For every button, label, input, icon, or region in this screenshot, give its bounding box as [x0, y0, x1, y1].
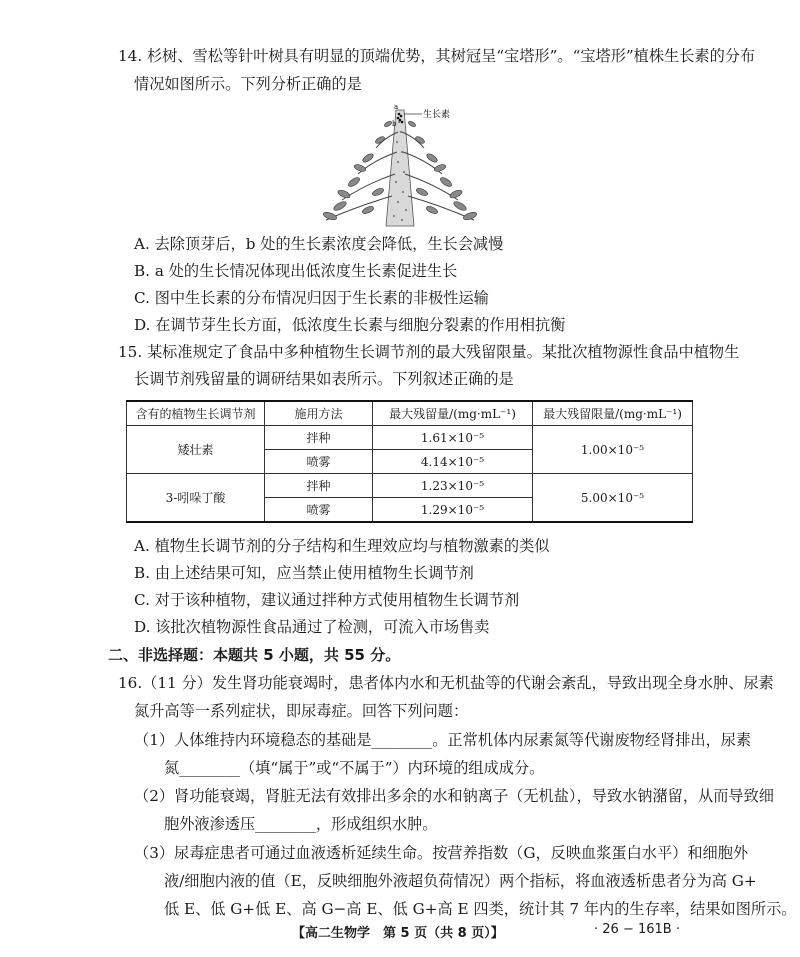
- table-header-method: 施用方法: [265, 401, 373, 426]
- label-b: b: [392, 120, 397, 128]
- q16-part2-line1: （2）肾功能衰竭，肾脏无法有效排出多余的水和钠离子（无机盐），导致水钠潴留，从而导致细: [134, 787, 774, 805]
- q16-stem-line1: 16.（11 分）发生肾功能衰竭时，患者体内水和无机盐等的代谢会紊乱，导致出现全身水肿、尿素: [118, 674, 774, 692]
- pagoda-tree-figure: [318, 102, 482, 230]
- table-cell-method: 拌种: [265, 426, 373, 450]
- table-cell-limit: 5.00×10⁻⁵: [533, 474, 693, 523]
- label-a: a: [394, 103, 399, 111]
- q16-part3-line1: （3）尿毒症患者可通过血液透析延续生命。按营养指数（G，反映血浆蛋白水平）和细胞外: [134, 844, 749, 862]
- q16-part2-line2: 胞外液渗透压________，形成组织水肿。: [164, 815, 438, 833]
- residue-table: [126, 400, 693, 523]
- q14-option-a: A. 去除顶芽后，b 处的生长素浓度会降低，生长会减慢: [134, 235, 504, 253]
- table-cell-method: 喷雾: [265, 450, 373, 474]
- table-cell-residue: 1.61×10⁻⁵: [373, 426, 533, 450]
- label-auxin: 生长素: [423, 110, 451, 120]
- page-footer: 【高二生物学 第 5 页（共 8 页）】: [292, 926, 504, 941]
- table-cell-residue: 1.23×10⁻⁵: [373, 474, 533, 498]
- table-cell-method: 喷雾: [265, 498, 373, 523]
- tree-trunk: [386, 110, 414, 226]
- exam-code: · 26 − 161B ·: [594, 922, 680, 937]
- q14-option-c: C. 图中生长素的分布情况归因于生长素的非极性运输: [134, 289, 489, 307]
- table-cell-residue: 4.14×10⁻⁵: [373, 450, 533, 474]
- table-cell-regulator: 3-吲哚丁酸: [127, 474, 265, 523]
- table-cell-regulator: 矮壮素: [127, 426, 265, 474]
- table-cell-limit: 1.00×10⁻⁵: [533, 426, 693, 474]
- q14-option-b: B. a 处的生长情况体现出低浓度生长素促进生长: [134, 262, 458, 280]
- q16-part1-line2: 氮________（填“属于”或“不属于”）内环境的组成成分。: [164, 759, 545, 777]
- q15-stem-line2: 长调节剂残留量的调研结果如表所示。下列叙述正确的是: [134, 370, 514, 388]
- table-header-regulator: 含有的植物生长调节剂: [127, 401, 265, 426]
- q16-part3-line2: 液/细胞内液的值（E，反映细胞外液超负荷情况）两个指标，将血液透析患者分为高 G+: [164, 872, 757, 890]
- q16-part3-line3: 低 E、低 G+低 E、高 G−高 E、低 G+高 E 四类，统计其 7 年内的生存率，结果如图所示。: [164, 900, 797, 918]
- q15-stem-line1: 15. 某标准规定了食品中多种植物生长调节剂的最大残留限量。某批次植物源性食品中植物生: [118, 343, 740, 361]
- table-cell-residue: 1.29×10⁻⁵: [373, 498, 533, 523]
- table-header-max-residue: 最大残留量/(mg·mL⁻¹): [373, 401, 533, 426]
- q16-part1-line1: （1）人体维持内环境稳态的基础是________。正常机体内尿素氮等代谢废物经肾排出，尿素: [134, 731, 752, 749]
- q16-stem-line2: 氮升高等一系列症状，即尿毒症。回答下列问题：: [134, 702, 469, 720]
- q15-option-c: C. 对于该种植物，建议通过拌种方式使用植物生长调节剂: [134, 591, 520, 609]
- table-cell-method: 拌种: [265, 474, 373, 498]
- q14-stem-line2: 情况如图所示。下列分析正确的是: [134, 75, 362, 93]
- section-heading: 二、非选择题：本题共 5 小题，共 55 分。: [108, 646, 401, 664]
- q15-option-b: B. 由上述结果可知，应当禁止使用植物生长调节剂: [134, 564, 474, 582]
- q15-option-a: A. 植物生长调节剂的分子结构和生理效应均与植物激素的类似: [134, 537, 550, 555]
- table-header-max-limit: 最大残留限量/(mg·mL⁻¹): [533, 401, 693, 426]
- q14-stem-line1: 14. 杉树、雪松等针叶树具有明显的顶端优势，其树冠呈“宝塔形”。“宝塔形”植株生长素的分布: [118, 47, 756, 65]
- q14-option-d: D. 在调节芽生长方面，低浓度生长素与细胞分裂素的作用相抗衡: [134, 316, 566, 334]
- q15-option-d: D. 该批次植物源性食品通过了检测，可流入市场售卖: [134, 618, 490, 636]
